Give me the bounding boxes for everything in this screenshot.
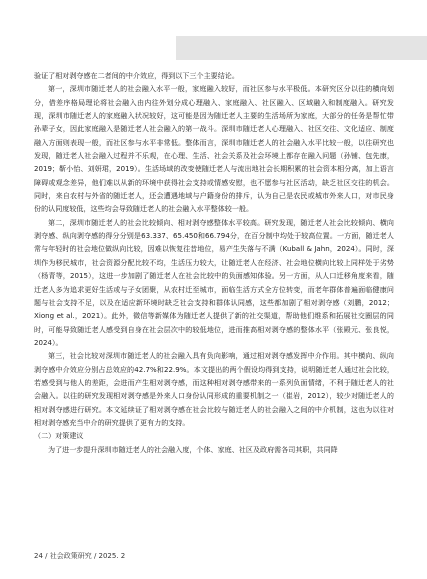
paragraph-finding-3: 第三，社会比较对深圳市随迁老人的社会融入具有负向影响，通过相对剥夺感发挥中介作用。其中横向、纵向剥夺感中介效应分别占总效应的42.7%和22.9%。本文提出的两个假设均得到支持，说明随迁老人通过社会比较，若感受到与他人的差距，会进而产生相对剥夺感，而这种相对剥夺感带来的一系列负面情绪，不利于随迁老人的社会融入。以往的研究发现相对剥夺感是外来人口身份认同形成的重要机制之一（崔岩，2012），较少对随迁老人的相对剥夺感进行研究。本文延续证了相对剥夺感在社会比较与随迁老人的社会融入之间的中介机制，这也为以往对相对剥夺感充当中介的研究提供了更有力的支持。	[34, 351, 394, 427]
section-heading: （二）对策建议	[34, 431, 84, 441]
paragraph-finding-2: 第二，深圳市随迁老人的社会比较倾向、相对剥夺感整体水平较高。研究发现，随迁老人社会比较倾向、横向剥夺感、纵向剥夺感的得分分别是63.337、65.450和66.794分，在百分制中均处于较高位置。一方面，随迁老人常与年轻时的社会地位做纵向比较，因难以恢复往昔地位，易产生失落与不满（Kuball & Jahn，2024）。同时，深圳作为移民城市，社会资源分配比较不均，生活压力较大，让随迁老人在经济、社会地位横向比较上同样处于劣势（杨青等，2015），这进一步加剧了随迁老人在社会比较中的负面感知体验。另一方面，从人口迁移角度来看，随迁老人多为追求更好生活或与子女团聚，从农村迁至城市，面临生活方式全方位转变，而老年群体普遍面临健康问题与社会支持不足，以及在适应新环境时缺乏社会支持和群体认同感，这些都加剧了相对剥夺感（刘鹏，2012；Xiong et al.，2021）。此外，微信等新媒体为随迁老人提供了新的社交渠道，帮助他们维系和拓展社交圈层的同时，可能导致随迁老人感受到自身在社会层次中的较低地位，进而推高相对剥夺感的整体水平（张殿元、张良悦，2024）。	[34, 217, 394, 347]
page-footer: 24 / 社会政策研究 / 2025. 2	[34, 552, 126, 560]
paragraph-recommendations: 为了进一步提升深圳市随迁老人的社会融入度，个体、家庭、社区及政府需各司其职，共同降	[48, 444, 338, 454]
paragraph-intro-continuation: 验证了相对剥夺感在二者间的中介效应，得到以下三个主要结论。	[34, 71, 239, 80]
document-body	[34, 69, 394, 456]
header-gray-block	[176, 36, 427, 60]
paragraph-finding-1: 第一，深圳市随迁老人的社会融入水平一般，家庭融入较好，而社区参与水平极低。本研究区分以往的横向划分，借差序格局理论将社会融入由内往外划分成心理融入、家庭融入、社区融入、区域融入和制度融入。研究发现，深圳市随迁老人的家庭融入状况较好，这可能是因为随迁老人主要的生活场所为家庭，大部分的任务是帮忙带孙辈子女，因此家庭融入是随迁老人社会融入的第一战斗。深圳市随迁老人心理融入、社区交往、文化适应、制度融入方面则表现一般，而社区参与水平非常低。整体而言，深圳市随迁老人的社会融入水平比较一般，以往研究也发现，随迁老人社会融入过程并不乐观，在心理、生活、社会关系及社会环境上都存在融入问题（孙铺、包先康，2019；靳小怡、刘妍珺，2019）。生活场域的改变使随迁老人与流出地社会长期积累的社会资本相分离，加上语言障碍或观念差异，他们难以从新的环境中获得社会支持或情感安慰，也不愿参与社区活动，缺乏社区交往的机会。同时，来自农村与外省的随迁老人，还会遭遇地域与户籍身份的排斥，认为自己是农民或城市外来人口，对市民身份的认同度较低，这些均会导致随迁老人的社会融入水平整体较一般。	[34, 84, 394, 214]
